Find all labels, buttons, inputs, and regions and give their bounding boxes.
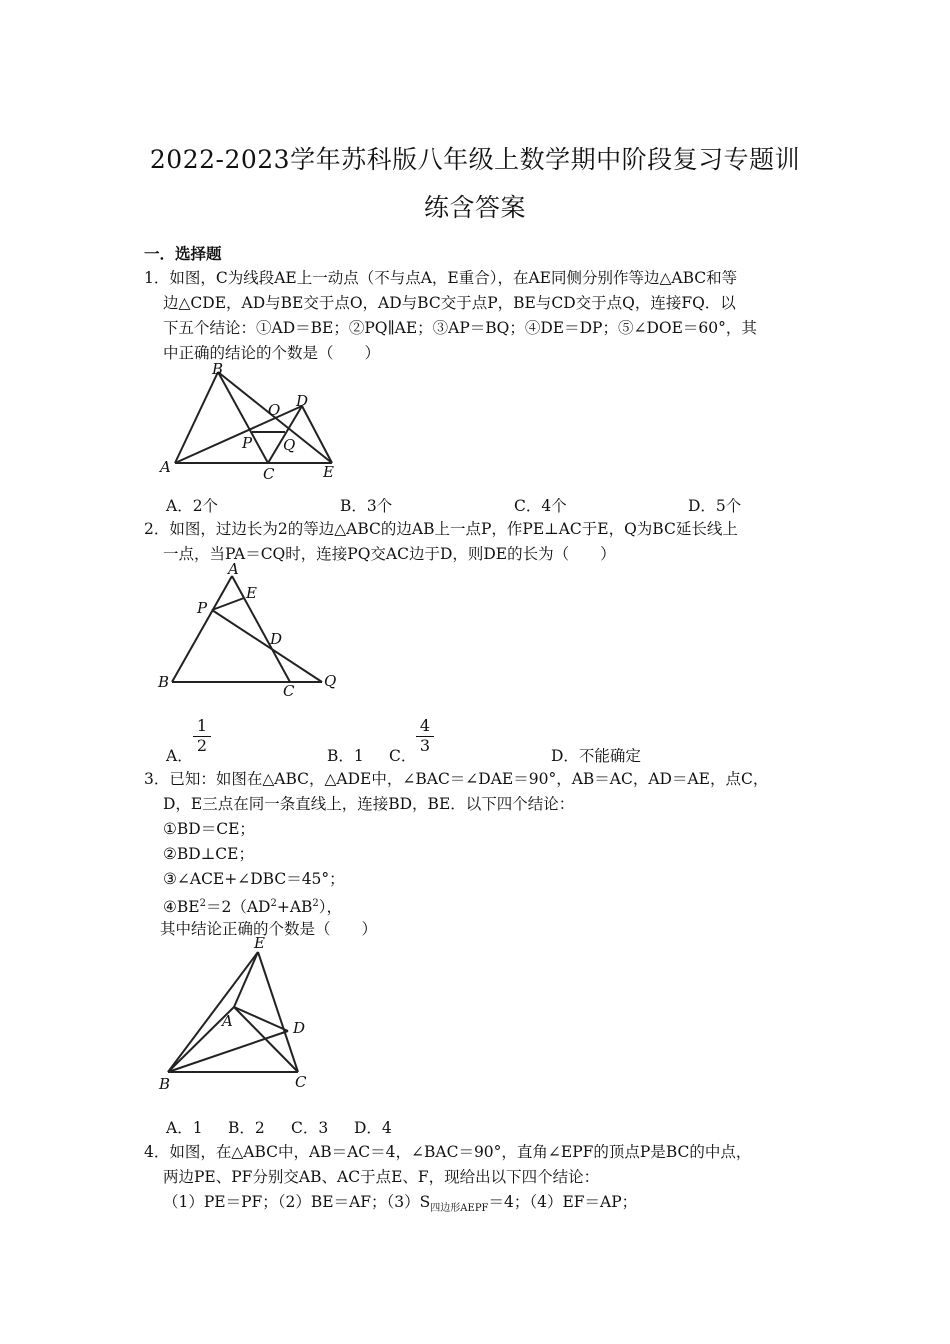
q3-c4-sup-3: 2 <box>312 898 319 909</box>
q2-option-b: B．1 <box>327 747 364 765</box>
q2-seg-AB <box>172 576 232 682</box>
q2-label-E: E <box>246 584 257 602</box>
q2-label-D: D <box>270 630 283 648</box>
q3-c4-part-c: ＝2（AD <box>205 898 271 917</box>
q1-text-line-4: 中正确的结论的个数是（ ） <box>163 344 381 362</box>
q3-conclusion-1: ①BD＝CE； <box>163 820 255 838</box>
q1-option-d: D．5个 <box>688 497 742 515</box>
q2-figure <box>150 558 350 703</box>
q4-area-subscript: 四边形AEPF <box>430 1203 489 1215</box>
q3-option-d: D．4 <box>354 1119 392 1137</box>
q3-conclusion-2: ②BD⊥CE； <box>163 845 254 863</box>
q1-text-line-1: 1．如图，C为线段AE上一动点（不与点A，E重合），在AE同侧分别作等边△ABC和等 <box>144 269 738 287</box>
q3-figure <box>150 932 320 1097</box>
q3-text-line-1: 3．已知：如图在△ABC，△ADE中，∠BAC＝∠DAE＝90°，AB＝AC，AD＝AE，点C， <box>144 770 769 788</box>
q3-option-b: B．2 <box>228 1119 265 1137</box>
q1-label-A: A <box>160 458 171 476</box>
q3-seg-EC <box>258 952 298 1072</box>
q3-label-E: E <box>254 934 265 952</box>
q3-conclusion-3: ③∠ACE+∠DBC＝45°； <box>163 870 345 888</box>
q1-label-Q: Q <box>283 436 296 454</box>
q3-text-line-3: 其中结论正确的个数是（ ） <box>160 920 378 938</box>
q2-option-c-denominator: 3 <box>419 736 431 755</box>
q3-conclusion-4 <box>163 893 342 918</box>
q2-label-Q: Q <box>324 672 337 690</box>
q1-text-line-3: 下五个结论：①AD＝BE；②PQ∥AE；③AP＝BQ；④DE＝DP；⑤∠DOE＝60°，其 <box>163 319 757 337</box>
q1-label-O: O <box>268 401 281 419</box>
q2-label-A: A <box>228 560 239 578</box>
q1-figure <box>150 360 350 485</box>
q1-label-P: P <box>242 434 253 452</box>
q1-option-b: B．3个 <box>340 497 393 515</box>
q2-option-c-label: C． <box>389 747 417 765</box>
q3-option-c: C．3 <box>291 1119 329 1137</box>
q2-text-line-2: 一点，当PA＝CQ时，连接PQ交AC边于D，则DE的长为（ ） <box>163 545 616 563</box>
q3-seg-BD <box>168 1031 288 1072</box>
q2-option-a-fraction <box>193 717 211 755</box>
q3-c4-part-g: ）， <box>318 898 343 917</box>
q3-label-A: A <box>222 1012 233 1030</box>
q3-c4-part-e: +AB <box>276 898 313 917</box>
page-title-line-1: 2022-2023学年苏科版八年级上数学期中阶段复习专题训 <box>149 145 801 174</box>
q4-line3-part-c: ＝4；（4）EF＝AP； <box>488 1193 638 1211</box>
q1-seg-AB <box>175 372 218 463</box>
q3-label-B: B <box>159 1075 171 1093</box>
q3-c4-sup-1: 2 <box>199 898 206 909</box>
q1-label-D: D <box>296 392 309 410</box>
q2-option-a-denominator: 2 <box>196 736 208 755</box>
q3-label-C: C <box>295 1073 307 1091</box>
q4-text-line-3 <box>163 1191 637 1220</box>
q1-option-c: C．4个 <box>514 497 567 515</box>
q2-option-c-fraction <box>416 717 434 755</box>
q3-option-a: A．1 <box>166 1119 203 1137</box>
q1-text-line-2: 边△CDE，AD与BE交于点O，AD与BC交于点P，BE与CD交于点Q，连接FQ．以 <box>163 294 736 312</box>
q3-label-D: D <box>293 1019 306 1037</box>
q2-label-B: B <box>158 673 170 691</box>
q2-option-d: D．不能确定 <box>551 747 641 765</box>
q2-option-a-numerator: 1 <box>193 717 211 737</box>
q1-label-E: E <box>323 463 334 481</box>
q3-text-line-2: D，E三点在同一条直线上，连接BD，BE．以下四个结论： <box>163 795 575 813</box>
q2-option-a-label: A． <box>166 747 193 765</box>
q1-seg-AD <box>175 406 302 463</box>
q4-line3-part-a: （1）PE＝PF；（2）BE＝AF；（3）S <box>163 1193 431 1211</box>
q4-text-line-2: 两边PE、PF分别交AB、AC于点E、F，现给出以下四个结论： <box>163 1168 600 1186</box>
q2-label-P: P <box>197 599 208 617</box>
q3-c4-sup-2: 2 <box>270 898 277 909</box>
q2-seg-PQ <box>212 610 322 682</box>
q3-c4-part-a: ④BE <box>163 898 200 917</box>
q1-option-a: A．2个 <box>166 497 219 515</box>
q4-text-line-1: 4．如图，在△ABC中，AB＝AC＝4，∠BAC＝90°，直角∠EPF的顶点P是BC的中点， <box>144 1143 752 1161</box>
q1-label-C: C <box>263 465 275 483</box>
section-heading: 一．选择题 <box>144 244 222 263</box>
q2-option-c-numerator: 4 <box>416 717 434 737</box>
page-title-line-2: 练含答案 <box>423 193 526 222</box>
q1-label-B: B <box>212 360 224 378</box>
q2-text-line-1: 2．如图，过边长为2的等边△ABC的边AB上一点P，作PE⊥AC于E，Q为BC延长线上 <box>144 520 738 538</box>
q1-seg-DE <box>302 406 332 463</box>
q2-label-C: C <box>283 682 295 700</box>
